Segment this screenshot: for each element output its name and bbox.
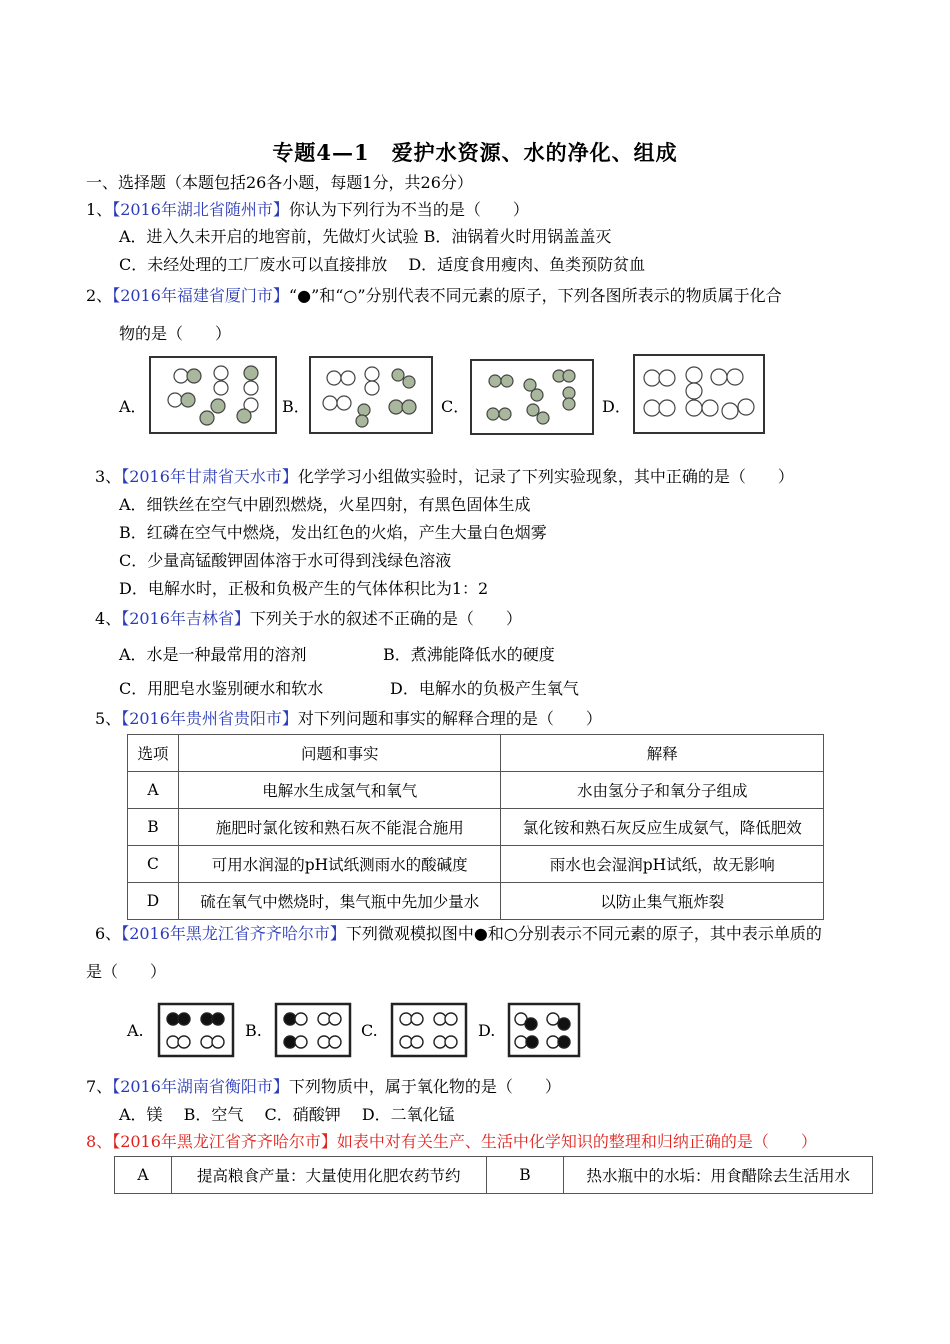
q3-option-a: A．细铁丝在空气中剧烈燃烧，火星四射，有黑色固体生成 [119, 495, 531, 514]
q2-label-a: A． [119, 397, 147, 416]
q2-label-d: D． [602, 397, 631, 416]
table-row [128, 809, 824, 846]
question-7 [86, 1076, 561, 1098]
table-cell: B [486, 1157, 564, 1194]
q4-option-a: A．水是一种最常用的溶剂 [119, 645, 307, 664]
q5-number: 5、 [95, 709, 122, 728]
table-row [115, 1157, 873, 1194]
q3-stem: 化学学习小组做实验时，记录了下列实验现象，其中正确的是（ ） [297, 467, 794, 486]
table-cell: A [128, 772, 179, 809]
q1-options-row1: A．进入久未开启的地窖前，先做灯火试验 B．油锅着火时用锅盖盖灭 [119, 227, 612, 246]
q5-table [127, 734, 824, 920]
q6-label-b: B. [245, 1021, 262, 1040]
table-cell: 雨水也会湿润pH试纸，故无影响 [501, 846, 824, 883]
table-cell: 氯化铵和熟石灰反应生成氨气，降低肥效 [501, 809, 824, 846]
q5-source: 【2016年贵州省贵阳市】 [121, 709, 298, 728]
section-heading: 一、选择题（本题包括26各小题，每题1分，共26分） [86, 173, 473, 192]
q7-source: 【2016年湖南省衡阳市】 [112, 1077, 289, 1096]
table-cell: 施肥时氯化铵和熟石灰不能混合施用 [178, 809, 501, 846]
table-header-cell: 解释 [501, 735, 824, 772]
table-row [128, 883, 824, 920]
question-4 [95, 608, 522, 630]
q6-source: 【2016年黑龙江省齐齐哈尔市】 [121, 924, 346, 943]
q1-source: 【2016年湖北省随州市】 [112, 200, 289, 219]
table-cell: 电解水生成氢气和氧气 [178, 772, 501, 809]
q7-options: A．镁 B．空气 C．硝酸钾 D．二氧化锰 [119, 1105, 455, 1124]
q5-stem: 对下列问题和事实的解释合理的是（ ） [297, 709, 602, 728]
question-1 [86, 199, 529, 221]
question-6 [95, 923, 822, 945]
q2-diagram-a [148, 355, 278, 435]
q2-number: 2、 [86, 286, 113, 305]
q6-diagram-a [157, 1002, 235, 1058]
q4-option-b: B．煮沸能降低水的硬度 [383, 645, 555, 664]
q3-option-d: D．电解水时，正极和负极产生的气体体积比为1：2 [119, 579, 489, 598]
page-title: 专题4—1 爱护水资源、水的净化、组成 [272, 140, 678, 165]
table-header-cell: 问题和事实 [178, 735, 501, 772]
question-8 [86, 1131, 817, 1153]
q6-number: 6、 [95, 924, 122, 943]
q3-option-c: C．少量高锰酸钾固体溶于水可得到浅绿色溶液 [119, 551, 452, 570]
q6-stem: 下列微观模拟图中●和○分别表示不同元素的原子，其中表示单质的 [345, 924, 822, 943]
table-cell: 可用水润湿的pH试纸测雨水的酸碱度 [178, 846, 501, 883]
table-cell: 硫在氧气中燃烧时，集气瓶中先加少量水 [178, 883, 501, 920]
q6-diagram-b [274, 1002, 352, 1058]
question-5 [95, 708, 602, 730]
q2-diagram-c [469, 358, 595, 436]
q7-number: 7、 [86, 1077, 113, 1096]
q7-stem: 下列物质中，属于氧化物的是（ ） [288, 1077, 561, 1096]
q8-source: 【2016年黑龙江省齐齐哈尔市】 [112, 1132, 337, 1151]
table-header-cell: 选项 [128, 735, 179, 772]
q4-source: 【2016年吉林省】 [121, 609, 250, 628]
q1-number: 1、 [86, 200, 113, 219]
q6-diagram-c [390, 1002, 468, 1058]
q2-stem-cont: 物的是（ ） [119, 324, 232, 343]
q3-option-b: B．红磷在空气中燃烧，发出红色的火焰，产生大量白色烟雾 [119, 523, 547, 542]
q3-source: 【2016年甘肃省天水市】 [121, 467, 298, 486]
table-cell: 水由氢分子和氧分子组成 [501, 772, 824, 809]
q6-label-d: D. [478, 1021, 496, 1040]
table-cell: D [128, 883, 179, 920]
q2-diagram-b [308, 355, 434, 435]
table-cell: 提高粮食产量：大量使用化肥农药节约 [171, 1157, 486, 1194]
table-cell: 热水瓶中的水垢：用食醋除去生活用水 [564, 1157, 873, 1194]
table-cell: A [115, 1157, 172, 1194]
q4-number: 4、 [95, 609, 122, 628]
q3-number: 3、 [95, 467, 122, 486]
q6-label-a: A. [127, 1021, 144, 1040]
q2-diagram-d [632, 353, 766, 435]
q2-label-c: C． [441, 397, 470, 416]
q4-option-d: D．电解水的负极产生氧气 [390, 679, 579, 698]
table-cell: B [128, 809, 179, 846]
question-3 [95, 466, 794, 488]
table-cell: 以防止集气瓶炸裂 [501, 883, 824, 920]
q2-source: 【2016年福建省厦门市】 [112, 286, 289, 305]
table-cell: C [128, 846, 179, 883]
q1-stem: 你认为下列行为不当的是（ ） [288, 200, 529, 219]
table-row [128, 846, 824, 883]
q2-label-b: B． [282, 397, 310, 416]
q6-label-c: C. [361, 1021, 378, 1040]
q4-option-c: C．用肥皂水鉴别硬水和软水 [119, 679, 324, 698]
q4-stem: 下列关于水的叙述不正确的是（ ） [249, 609, 522, 628]
q8-table [114, 1156, 873, 1194]
table-row [128, 772, 824, 809]
question-2 [86, 285, 782, 307]
q1-options-row2: C．未经处理的工厂废水可以直接排放 D．适度食用瘦肉、鱼类预防贫血 [119, 255, 646, 274]
q8-number: 8、 [86, 1132, 113, 1151]
table-header-row [128, 735, 824, 772]
q8-stem: 如表中对有关生产、生活中化学知识的整理和归纳正确的是（ ） [336, 1132, 817, 1151]
q6-stem-cont: 是（ ） [86, 962, 167, 981]
q6-diagram-d [507, 1002, 581, 1058]
q2-stem: “●”和“○”分别代表不同元素的原子，下列各图所表示的物质属于化合 [288, 286, 782, 305]
